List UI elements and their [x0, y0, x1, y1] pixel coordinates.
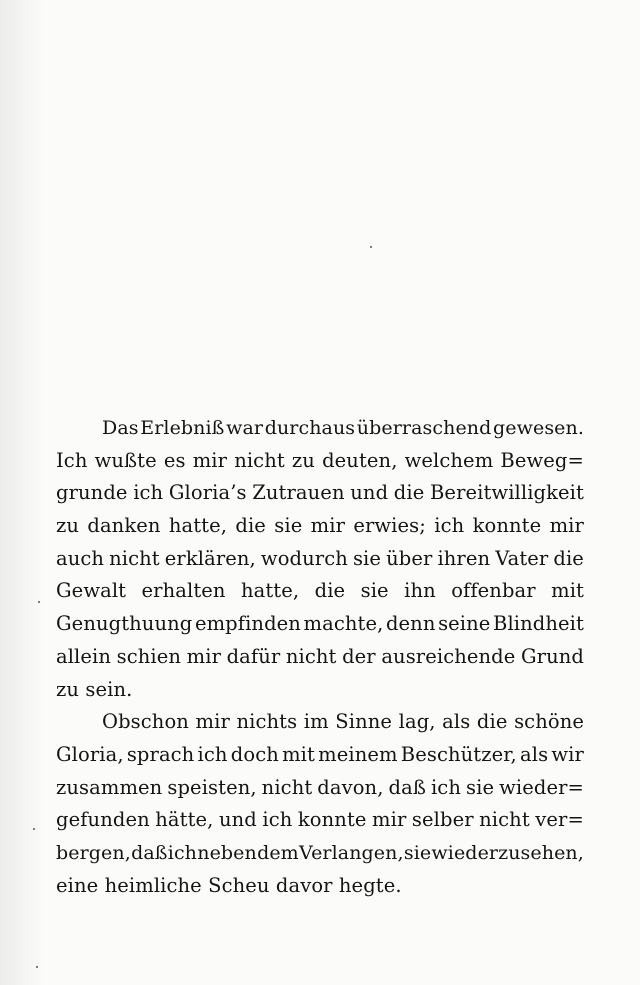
word: auch: [56, 546, 105, 570]
word: machte,: [303, 612, 384, 636]
word: es: [163, 448, 186, 472]
word: meinem: [318, 742, 398, 766]
word: Zutrauen: [252, 481, 345, 505]
text-line: [56, 706, 584, 739]
word: mir: [192, 448, 228, 472]
word: die: [393, 481, 425, 505]
word: zu: [56, 514, 80, 538]
paragraph-1: [56, 412, 584, 706]
text-line: [56, 543, 584, 576]
word: nicht: [261, 775, 313, 799]
word: hätte,: [155, 808, 214, 832]
print-speck: [33, 828, 35, 830]
word: als: [442, 710, 471, 734]
word: Ich: [56, 448, 88, 472]
text-line: [56, 641, 584, 674]
word: welchem: [404, 448, 494, 472]
word: ich: [262, 808, 293, 832]
word: erklären,: [164, 546, 256, 570]
word: zu: [291, 448, 315, 472]
word: Genugthuung: [56, 612, 193, 636]
word: ich: [430, 775, 461, 799]
word: hatte,: [168, 514, 228, 538]
word: über: [386, 546, 433, 570]
word: die: [553, 546, 584, 570]
word: lag,: [398, 710, 436, 734]
word: Gloria’s: [168, 481, 247, 505]
word: daß: [131, 841, 168, 864]
word: heimliche: [104, 873, 202, 897]
word: ihn: [404, 579, 436, 603]
word: mit: [282, 742, 315, 766]
word: zu: [56, 677, 80, 701]
word: die: [314, 579, 346, 603]
word: grunde: [56, 481, 128, 505]
word: und: [218, 808, 257, 832]
text-line: [56, 739, 584, 772]
word: wodurch: [260, 546, 348, 570]
word: hatte,: [240, 579, 300, 603]
word: ich: [434, 514, 465, 538]
word: sie: [403, 841, 432, 864]
word: Bereitwilligkeit: [430, 481, 584, 505]
word: ich: [197, 742, 228, 766]
word: wir: [551, 742, 584, 766]
word: zusammen: [56, 775, 163, 799]
text-line: [56, 412, 584, 445]
word: speisten,: [167, 775, 257, 799]
word: davor: [275, 873, 333, 897]
word: dem: [257, 841, 299, 864]
word: mir: [310, 514, 346, 538]
print-speck: [36, 966, 38, 968]
text-line: [56, 674, 584, 707]
word: hegte.: [338, 873, 402, 897]
word: Beweg=: [500, 448, 584, 472]
word: danken: [87, 514, 161, 538]
word: nicht: [109, 546, 160, 570]
word: mir: [195, 710, 230, 734]
word: seine: [438, 612, 491, 636]
word: im: [303, 710, 329, 734]
word: Vater: [495, 546, 549, 570]
word: nicht: [234, 448, 285, 472]
text-line: [56, 510, 584, 543]
word: deuten,: [322, 448, 398, 472]
text-line: [56, 445, 584, 478]
scan-edge-shadow: [0, 0, 45, 985]
word: doch: [230, 742, 279, 766]
word: selber: [411, 808, 474, 832]
word: Verlangen,: [299, 841, 404, 864]
text-line: [56, 837, 584, 870]
word: und: [350, 481, 389, 505]
word: Erlebniß: [140, 417, 225, 439]
word: sein.: [85, 677, 133, 701]
word: mir: [186, 644, 221, 668]
text-line: [56, 804, 584, 837]
word: wieder=: [499, 775, 584, 799]
word: erhalten: [141, 579, 226, 603]
word: konnte: [297, 808, 367, 832]
text-line: [56, 575, 584, 608]
word: schöne: [514, 710, 584, 734]
word: davon,: [317, 775, 384, 799]
paragraph-2: [56, 706, 584, 902]
word: allein: [56, 644, 112, 668]
word: der: [342, 644, 376, 668]
word: Gloria,: [56, 742, 124, 766]
word: Scheu: [208, 873, 270, 897]
word: wiederzusehen,: [431, 841, 584, 864]
word: eine: [56, 873, 99, 897]
word: Blindheit: [493, 612, 584, 636]
word: durchaus: [264, 417, 356, 439]
word: Beschützer,: [400, 742, 517, 766]
word: als: [520, 742, 549, 766]
word: Das: [102, 417, 139, 439]
word: ich: [133, 481, 164, 505]
print-speck: [38, 601, 40, 603]
word: sie: [352, 546, 382, 570]
word: nicht: [479, 808, 530, 832]
word: dafür: [226, 644, 281, 668]
word: offenbar: [451, 579, 536, 603]
word: sie: [466, 775, 495, 799]
word: gefunden: [56, 808, 150, 832]
word: gewesen.: [493, 417, 584, 439]
text-line: [56, 870, 584, 903]
word: ich: [167, 841, 198, 864]
word: mir: [549, 514, 584, 538]
print-speck: [370, 246, 372, 248]
word: war: [226, 417, 264, 439]
word: erwies;: [353, 514, 426, 538]
word: Grund: [520, 644, 584, 668]
word: die: [476, 710, 508, 734]
word: empfinden: [194, 612, 301, 636]
body-text: [56, 412, 584, 902]
word: ver=: [535, 808, 584, 832]
word: die: [235, 514, 266, 538]
text-line: [56, 477, 584, 510]
text-line: [56, 608, 584, 641]
word: nichts: [236, 710, 298, 734]
word: schien: [116, 644, 182, 668]
word: ausreichende: [381, 644, 516, 668]
word: sie: [360, 579, 389, 603]
word: sprach: [126, 742, 195, 766]
word: nicht: [285, 644, 337, 668]
word: bergen,: [56, 841, 131, 864]
word: Sinne: [335, 710, 393, 734]
word: mir: [372, 808, 407, 832]
word: konnte: [472, 514, 542, 538]
text-line: [56, 772, 584, 805]
word: Obschon: [102, 710, 189, 734]
word: überraschend: [356, 417, 492, 439]
word: mit: [551, 579, 584, 603]
word: denn: [385, 612, 436, 636]
word: wußte: [94, 448, 157, 472]
word: sie: [274, 514, 303, 538]
word: ihren: [437, 546, 491, 570]
word: Gewalt: [56, 579, 127, 603]
word: neben: [197, 841, 257, 864]
word: daß: [388, 775, 426, 799]
